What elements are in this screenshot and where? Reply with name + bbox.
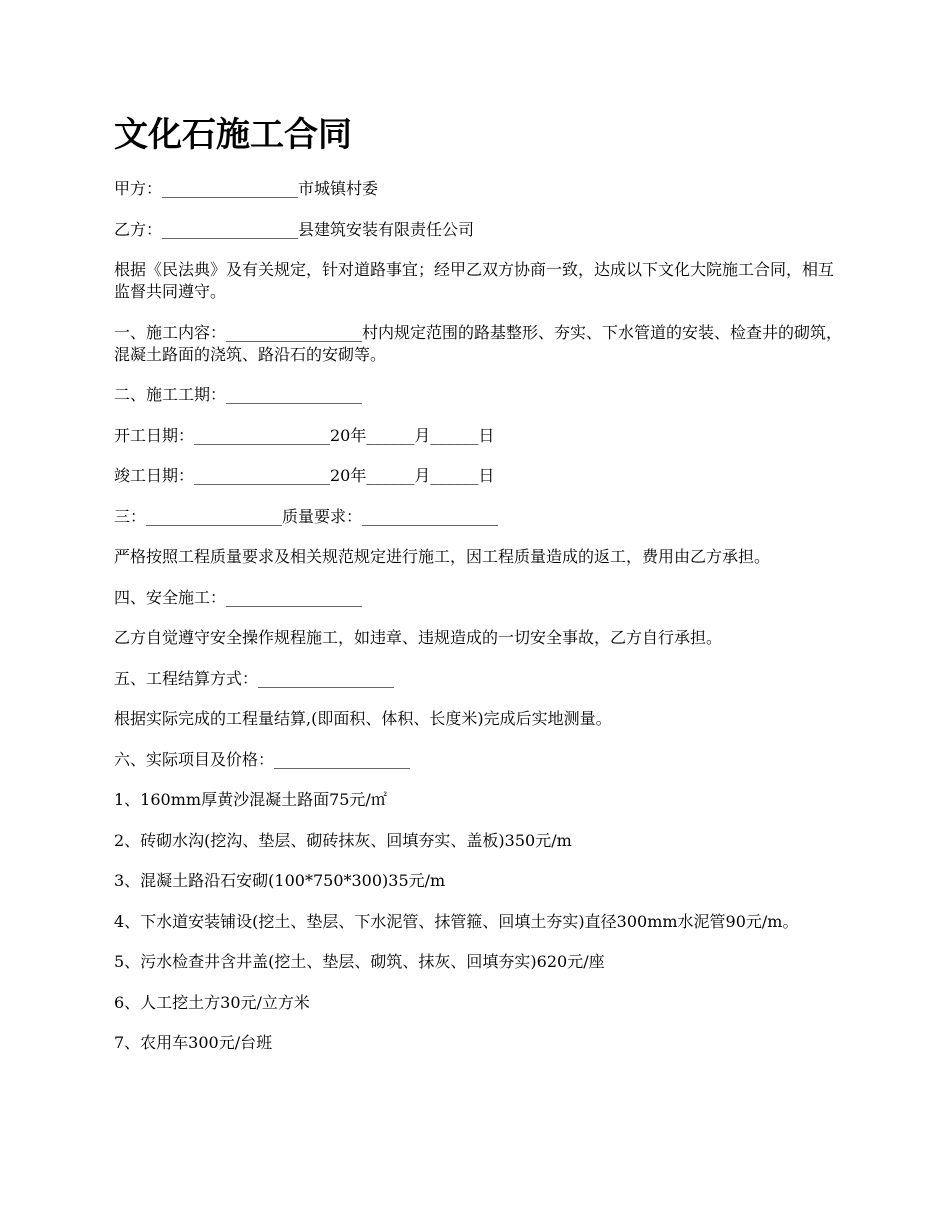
document-title: 文化石施工合同 (114, 115, 352, 155)
price-item: 1、160mm厚黄沙混凝土路面75元/㎡ (114, 790, 387, 809)
safety-paragraph: 乙方自觉遵守安全操作规程施工，如违章、违规造成的一切安全事故，乙方自行承担。 (114, 628, 723, 647)
preamble-paragraph: 根据《民法典》及有关规定，针对道路事宜；经甲乙双方协商一致，达成以下文化大院施工合同，相互监督共同遵守。 (114, 260, 835, 301)
quality-paragraph: 严格按照工程质量要求及相关规范规定进行施工，因工程质量造成的返工，费用由乙方承担。 (114, 547, 771, 566)
section-settlement-method: 五、工程结算方式：_________________ (114, 668, 395, 688)
price-item: 2、砖砌水沟(挖沟、垫层、砌砖抹灰、回填夯实、盖板)350元/m (114, 830, 572, 850)
document-body (114, 178, 842, 1073)
price-item: 6、人工挖土方30元/立方米 (114, 992, 310, 1012)
price-item: 4、下水道安装铺设(挖土、垫层、下水泥管、抹管箍、回填土夯实)直径300mm水泥管90元/m。 (114, 911, 799, 931)
completion-date-line: 竣工日期：_________________20年______月______日 (114, 466, 495, 485)
section-construction-content: 一、施工内容：_________________村内规定范围的路基整形、夯实、下水管道的安装、检查井的砌筑，混凝土路面的浇筑、路沿石的安砌等。 (114, 322, 843, 364)
section-quality-requirements: 三：_________________质量要求：_________________ (114, 506, 499, 526)
section-construction-period: 二、施工工期：_________________ (114, 385, 363, 404)
price-item: 3、混凝土路沿石安砌(100*750*300)35元/m (114, 871, 446, 890)
party-a-line: 甲方：_________________市城镇村委 (114, 179, 379, 198)
start-date-line: 开工日期：_________________20年______月______日 (114, 425, 495, 445)
settlement-paragraph: 根据实际完成的工程量结算,(即面积、体积、长度米)完成后实地测量。 (114, 709, 612, 728)
section-items-and-prices: 六、实际项目及价格：_________________ (114, 749, 411, 769)
price-item: 5、污水检查井含井盖(挖土、垫层、砌筑、抹灰、回填夯实)620元/座 (114, 952, 605, 971)
section-safety: 四、安全施工：_________________ (114, 587, 363, 607)
party-b-line: 乙方：_________________县建筑安装有限责任公司 (114, 219, 475, 239)
price-item: 7、农用车300元/台班 (114, 1033, 273, 1052)
